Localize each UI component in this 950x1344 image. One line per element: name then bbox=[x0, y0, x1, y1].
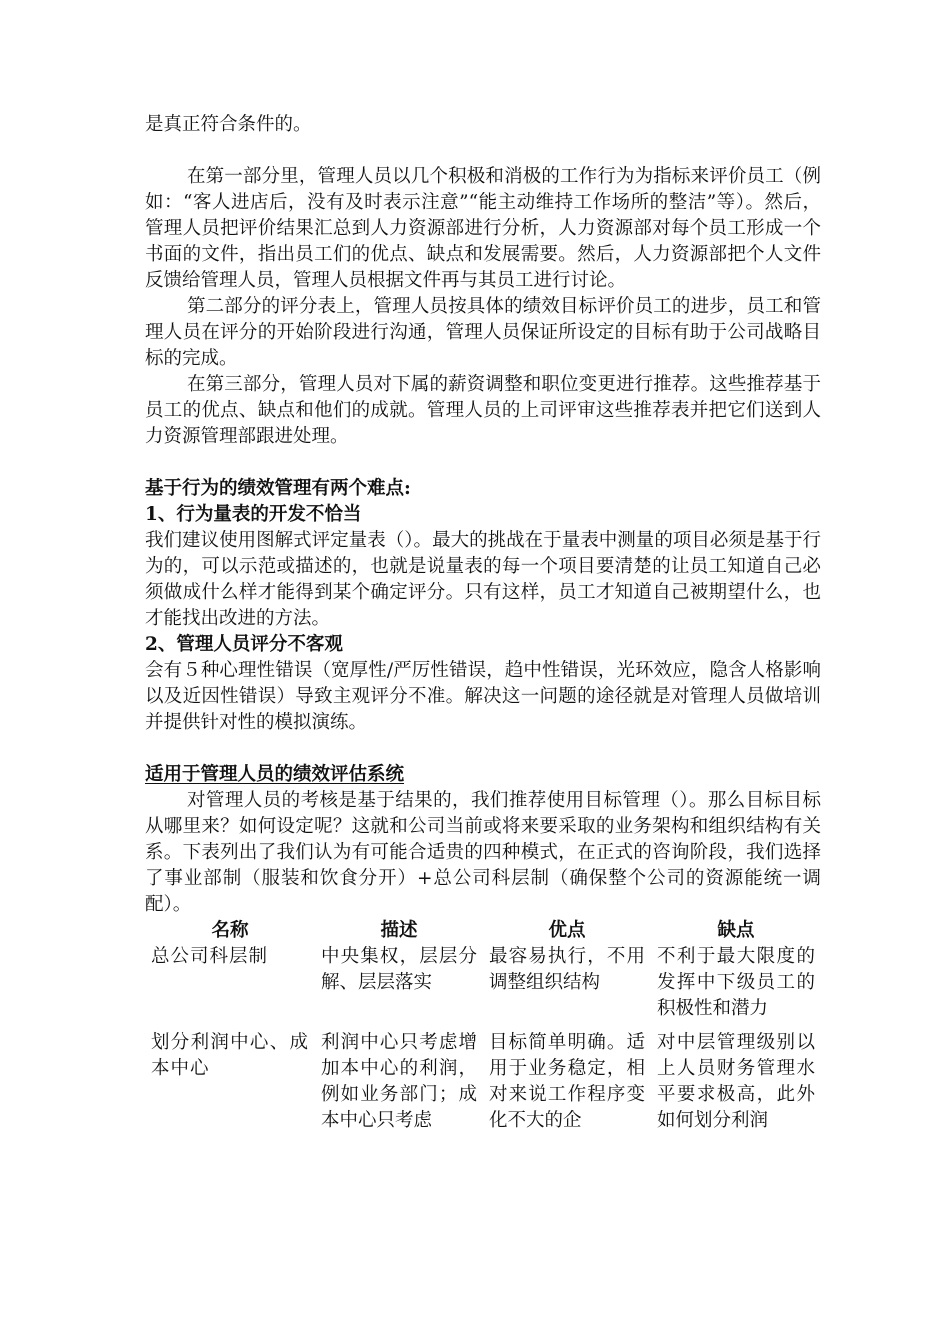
table-cell: 对中层管理级别以上人员财务管理水平要求极高，此外如何划分利润 bbox=[657, 1032, 815, 1131]
table-cell: 利润中心只考虑增加本中心的利润，例如业务部门；成本中心只考虑 bbox=[321, 1032, 477, 1131]
difficulty-2-body: 会有５种心理性错误（宽厚性/严厉性错误，趋中性错误，光环效应，隐含人格影响以及近因性错误）导致主观评分不准。解决这一问题的途径就是对管理人员做培训并提供针对性的模拟演练。 bbox=[145, 660, 821, 733]
table-cell: 不利于最大限度的发挥中下级员工的积极性和潜力 bbox=[657, 946, 815, 1019]
table-cell: 目标简单明确。适用于业务稳定，相对来说工作程序变化不大的企 bbox=[489, 1032, 645, 1131]
table-header-cell: 描述 bbox=[380, 920, 418, 941]
intro-paragraph-2: 第二部分的评分表上，管理人员按具体的绩效目标评价员工的进步，员工和管理人员在评分的开始阶段进行沟通，管理人员保证所设定的目标有助于公司战略目标的完成。 bbox=[145, 296, 821, 369]
spacer bbox=[145, 138, 821, 164]
managers-body: 对管理人员的考核是基于结果的，我们推荐使用目标管理（）。那么目标目标从哪里来？如何设定呢？这就和公司当前或将来要采取的业务架构和组织结构有关系。下表列出了我们认为有可能合适贵的四种模式，在正式的咨询阶段，我们选择了事业部制（服装和饮食分开）+总公司科层制（确保整个公司的资源能统一调配）。 bbox=[145, 790, 821, 915]
models-table bbox=[145, 918, 821, 1142]
table-cell: 总公司科层制 bbox=[151, 946, 269, 967]
intro-paragraph-3: 在第三部分，管理人员对下属的薪资调整和职位变更进行推荐。这些推荐基于员工的优点、缺点和他们的成就。管理人员的上司评审这些推荐表并把它们送到人力资源管理部跟进处理。 bbox=[145, 374, 821, 447]
table-header-cell: 名称 bbox=[211, 920, 249, 941]
spacer bbox=[145, 450, 821, 476]
managers-heading-line bbox=[145, 762, 821, 788]
table-row bbox=[145, 944, 821, 1030]
spacer bbox=[145, 736, 821, 762]
intro-paragraph-0: 是真正符合条件的。 bbox=[145, 114, 312, 135]
table-cell: 中央集权，层层分解、层层落实 bbox=[321, 946, 477, 993]
table-header-cell: 优点 bbox=[548, 920, 586, 941]
managers-heading: 适用于管理人员的绩效评估系统 bbox=[145, 764, 405, 785]
difficulty-1-title: 1、行为量表的开发不恰当 bbox=[145, 504, 362, 525]
table-cell: 最容易执行，不用调整组织结构 bbox=[489, 946, 645, 993]
table-header-row bbox=[145, 918, 821, 944]
difficulty-1-body: 我们建议使用图解式评定量表（）。最大的挑战在于量表中测量的项目必须是基于行为的，可以示范或描述的，也就是说量表的每一个项目要清楚的让员工知道自己必须做成什么样才能得到某个确定评分。只有这样，员工才知道自己被期望什么，也才能找出改进的方法。 bbox=[145, 530, 821, 629]
intro-paragraph-1: 在第一部分里，管理人员以几个积极和消极的工作行为为指标来评价员工（例如：“客人进店后，没有及时表示注意”“能主动维持工作场所的整洁”等）。然后，管理人员把评价结果汇总到人力资源部进行分析，人力资源部对每个员工形成一个书面的文件，指出员工们的优点、缺点和发展需要。然后，人力资源部把个人文件反馈给管理人员，管理人员根据文件再与其员工进行讨论。 bbox=[145, 166, 821, 291]
table-row bbox=[145, 1030, 821, 1142]
document-page bbox=[145, 112, 821, 1142]
difficulties-heading: 基于行为的绩效管理有两个难点: bbox=[145, 478, 411, 499]
table-header-cell: 缺点 bbox=[717, 920, 755, 941]
difficulty-2-title: 2、管理人员评分不客观 bbox=[145, 634, 343, 655]
table-cell: 划分利润中心、成本中心 bbox=[151, 1032, 309, 1079]
